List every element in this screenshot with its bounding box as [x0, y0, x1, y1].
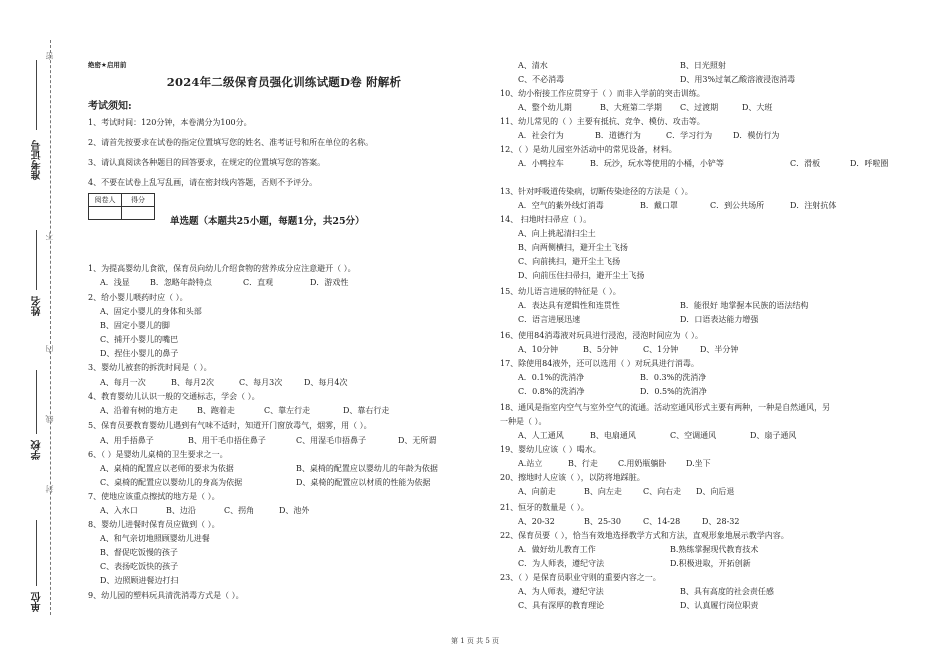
- option[interactable]: C、捕开小婴儿的嘴巴: [100, 335, 179, 344]
- option[interactable]: A、入水口: [100, 506, 138, 515]
- question: 18、通风是指室内空气与室外空气的流通。活动室通风形式主要有两种，一种是自然通风，另: [500, 403, 831, 412]
- question: 15、幼儿语言进展的特征是（ ）。: [500, 287, 621, 296]
- option[interactable]: A．0.1%的洗消净: [518, 373, 585, 382]
- option[interactable]: B．0.3%的洗消净: [640, 373, 707, 382]
- option[interactable]: B．玩沙，玩水等使用的小桶，小铲等: [590, 159, 724, 168]
- option[interactable]: B、每月2次: [171, 378, 214, 387]
- option[interactable]: B、大班第二学期: [600, 103, 662, 112]
- score-cell[interactable]: [122, 207, 155, 220]
- option[interactable]: C、不必消毒: [518, 75, 565, 84]
- notice-item: 3、请认真阅读各种题目的回答要求，在规定的位置填写您的答案。: [88, 158, 326, 167]
- option[interactable]: B、督促吃饭慢的孩子: [100, 548, 178, 557]
- option[interactable]: D、扇子通风: [750, 431, 797, 440]
- option[interactable]: B．道德行为: [595, 131, 641, 140]
- option[interactable]: B．戴口罩: [640, 201, 678, 210]
- option[interactable]: C、桌椅的配置应以婴幼儿的身高为依据: [100, 478, 243, 487]
- name-field[interactable]: [36, 230, 37, 290]
- option[interactable]: D、无所谓: [398, 436, 437, 445]
- option[interactable]: D、池外: [279, 506, 310, 515]
- option[interactable]: A、向前走: [518, 487, 556, 496]
- page-number: 第 1 页 共 5 页: [450, 637, 500, 645]
- notice-item: 4、不要在试卷上乱写乱画，请在密封线内答题，否则不予评分。: [88, 178, 318, 187]
- option[interactable]: B、行走: [568, 459, 598, 468]
- question: 22、保育员要（ ），恰当有效地选择教学方式和方法，直观形象地展示教学内容。: [500, 531, 789, 540]
- option[interactable]: B．能很好 地掌握本民族的语法结构: [680, 301, 809, 310]
- question: 7、使地应该重点擦拭的地方是（ ）。: [88, 492, 220, 501]
- notice-item: 2、请首先按要求在试卷的指定位置填写您的姓名、准考证号和所在单位的名称。: [88, 138, 374, 147]
- option[interactable]: A、清水: [518, 61, 548, 70]
- option[interactable]: D．游戏性: [310, 278, 349, 287]
- option[interactable]: A、沿着有树的地方走: [100, 406, 178, 415]
- question-continued: 一种是（ ）。: [500, 417, 547, 426]
- option[interactable]: B、向两侧横扫，避开尘土飞扬: [518, 243, 628, 252]
- option[interactable]: A、用手捂鼻子: [100, 436, 154, 445]
- option[interactable]: D．模仿行为: [733, 131, 780, 140]
- question: 2、给小婴儿喂药时应（ ）。: [88, 293, 188, 302]
- notice-heading: 考试须知:: [88, 101, 132, 112]
- option[interactable]: B、向左走: [584, 487, 622, 496]
- option[interactable]: C．学习行为: [666, 131, 713, 140]
- option[interactable]: D、边照顾进餐边打扫: [100, 576, 179, 585]
- option[interactable]: A.站立: [518, 459, 543, 468]
- option[interactable]: B、具有高度的社会责任感: [680, 587, 774, 596]
- option[interactable]: B、25-30: [584, 517, 621, 526]
- option[interactable]: C、空调通风: [670, 431, 717, 440]
- option[interactable]: B、跑着走: [197, 406, 235, 415]
- page-title: 2024年二级保育员强化训练试题D卷 附解析: [166, 75, 402, 89]
- option[interactable]: A、人工通风: [518, 431, 564, 440]
- option[interactable]: A、整个幼儿期: [518, 103, 572, 112]
- option[interactable]: C．到公共场所: [710, 201, 765, 210]
- seal-line: [50, 40, 51, 615]
- option[interactable]: C、具有深厚的教育理论: [518, 601, 605, 610]
- school-field[interactable]: [36, 370, 37, 434]
- option[interactable]: A、每月一次: [100, 378, 146, 387]
- question: 10、幼小衔接工作应贯穿于（ ）而非入学前的突击训练。: [500, 89, 705, 98]
- option[interactable]: C．为人师表，遵纪守法: [518, 559, 605, 568]
- option[interactable]: A．空气的紫外线灯消毒: [518, 201, 604, 210]
- label-name: 姓名: [32, 296, 43, 316]
- option[interactable]: A．做好幼儿教育工作: [518, 545, 596, 554]
- question: 8、婴幼儿进餐时保育员应做到（ ）。: [88, 520, 220, 529]
- section-heading: 单选题（本题共25小题，每题1分，共25分）: [170, 216, 365, 227]
- option[interactable]: C、靠左行走: [264, 406, 311, 415]
- option[interactable]: D．呼啦圈: [850, 159, 889, 168]
- secret-mark: 绝密★启用前: [88, 61, 127, 69]
- option[interactable]: C．0.8%的洗消净: [518, 387, 585, 396]
- seal-word: 线: [45, 415, 54, 423]
- option[interactable]: B、电扇通风: [590, 431, 636, 440]
- option[interactable]: C．直观: [243, 278, 274, 287]
- option[interactable]: A．社会行为: [518, 131, 564, 140]
- option[interactable]: B、用干毛巾捂住鼻子: [188, 436, 266, 445]
- question: 14、 扫地时扫帚应（ ）。: [500, 215, 592, 224]
- option[interactable]: D、半分钟: [700, 345, 739, 354]
- option[interactable]: C.用奶瓶躺卧: [618, 459, 667, 468]
- label-school: 学校: [32, 440, 43, 460]
- option[interactable]: C、向前挑扫，避开尘土飞扬: [518, 257, 621, 266]
- option[interactable]: D.坐下: [686, 459, 711, 468]
- option[interactable]: D、认真履行岗位职责: [680, 601, 759, 610]
- question: 1、为提高婴幼儿食欲，保育员向幼儿介绍食物的营养成分应注意避开（ ）。: [88, 264, 356, 273]
- option[interactable]: B、固定小婴儿的脚: [100, 321, 170, 330]
- question: 9、幼儿园的塑料玩具清洗消毒方式是（ ）。: [88, 591, 244, 600]
- option[interactable]: D、捏住小婴儿的鼻子: [100, 349, 179, 358]
- score-header: 得分: [122, 194, 155, 207]
- reviewer-cell[interactable]: [89, 207, 122, 220]
- option[interactable]: C、14-28: [643, 517, 681, 526]
- question: 6、（ ）是婴幼儿桌椅的卫生要求之一。: [88, 450, 228, 459]
- option[interactable]: B、日光照射: [680, 61, 726, 70]
- option[interactable]: A．小鸭拉车: [518, 159, 564, 168]
- option[interactable]: D、用3%过氧乙酸溶液浸泡消毒: [680, 75, 796, 84]
- option[interactable]: C．语言进展迅速: [518, 315, 581, 324]
- option[interactable]: A、10分钟: [518, 345, 558, 354]
- binding-margin: [0, 0, 70, 671]
- option[interactable]: C、1分钟: [643, 345, 679, 354]
- option[interactable]: A、向上挑起清扫尘土: [518, 229, 596, 238]
- question: 13、针对呼吸道传染病，切断传染途径的方法是（ ）。: [500, 187, 693, 196]
- option[interactable]: D．口语表达能力增强: [680, 315, 759, 324]
- option[interactable]: C、表扬吃饭快的孩子: [100, 562, 179, 571]
- option[interactable]: D、向前压住扫帚扫，避开尘土飞扬: [518, 271, 645, 280]
- question: 12、（ ）是幼儿园室外活动中的常见设备，材料。: [500, 145, 677, 154]
- question: 3、婴幼儿被套的拆洗时间是（ ）。: [88, 363, 212, 372]
- option[interactable]: D．0.5%的洗消净: [640, 387, 707, 396]
- option[interactable]: A．浅显: [100, 278, 130, 287]
- question: 4、教育婴幼儿认识一般的交通标志，学会（ ）。: [88, 392, 260, 401]
- question: 21、恒牙的数量是（ ）。: [500, 503, 589, 512]
- option[interactable]: C、向右走: [643, 487, 682, 496]
- seal-word: 不: [45, 232, 54, 240]
- seal-word: 密: [45, 52, 54, 60]
- option[interactable]: B.熟练掌握现代教育技术: [670, 545, 759, 554]
- option[interactable]: B、桌椅的配置应以婴幼儿的年龄为依据: [296, 464, 438, 473]
- option[interactable]: D、靠右行走: [343, 406, 390, 415]
- option[interactable]: D、大班: [742, 103, 773, 112]
- option[interactable]: D、28-32: [702, 517, 740, 526]
- option[interactable]: C、拐角: [224, 506, 255, 515]
- option[interactable]: C．滑板: [790, 159, 821, 168]
- option[interactable]: B、边沿: [166, 506, 196, 515]
- reviewer-header: 阅卷人: [89, 194, 122, 207]
- question: 20、擦地时人应该（ ），以防将地踩脏。: [500, 473, 645, 482]
- option[interactable]: A、为人师表，遵纪守法: [518, 587, 604, 596]
- option[interactable]: B．忽略年龄特点: [150, 278, 212, 287]
- option[interactable]: A、固定小婴儿的身体和头部: [100, 307, 202, 316]
- option[interactable]: A．表达具有逻辑性和连贯性: [518, 301, 620, 310]
- exam-number-field[interactable]: [36, 60, 37, 130]
- option[interactable]: D．注射抗体: [790, 201, 837, 210]
- question: 17、除使用84液外，还可以选用（ ）对玩具进行消毒。: [500, 359, 699, 368]
- option[interactable]: A、桌椅的配置应以老师的要求为依据: [100, 464, 234, 473]
- option[interactable]: D、桌椅的配置应以材质的性能为依据: [296, 478, 431, 487]
- notice-item: 1、考试时间：120分钟，本卷满分为100分。: [88, 118, 252, 127]
- option[interactable]: B、5分钟: [583, 345, 618, 354]
- option[interactable]: C、过渡期: [680, 103, 719, 112]
- option[interactable]: C、用湿毛巾捂鼻子: [296, 436, 367, 445]
- seal-word: 内: [45, 345, 54, 353]
- score-table: [88, 193, 155, 220]
- option[interactable]: A、20-32: [518, 517, 555, 526]
- label-exam-number: 准考证号: [32, 140, 43, 180]
- question: 23、（ ）是保育员职业守则的重要内容之一。: [500, 573, 661, 582]
- question: 19、婴幼儿应该（ ）喝水。: [500, 445, 601, 454]
- option[interactable]: A、和气亲切地照顾婴幼儿进餐: [100, 534, 210, 543]
- seal-word: 封: [45, 485, 54, 493]
- label-unit: 单位: [32, 592, 43, 612]
- option[interactable]: D、向后退: [696, 487, 735, 496]
- option[interactable]: D.积极进取，开拓创新: [670, 559, 751, 568]
- option[interactable]: D、每月4次: [304, 378, 348, 387]
- question: 16、使用84消毒液对玩具进行浸泡，浸泡时间应为（ ）。: [500, 331, 703, 340]
- question: 5、保育员要教育婴幼儿遇到有气味不适时，知道开门窗放毒气，烟雾，用（ ）。: [88, 421, 372, 430]
- question: 11、幼儿常见的（ ）主要有抵抗、竞争、模仿、攻击等。: [500, 117, 705, 126]
- unit-field[interactable]: [36, 520, 37, 586]
- option[interactable]: C、每月3次: [239, 378, 283, 387]
